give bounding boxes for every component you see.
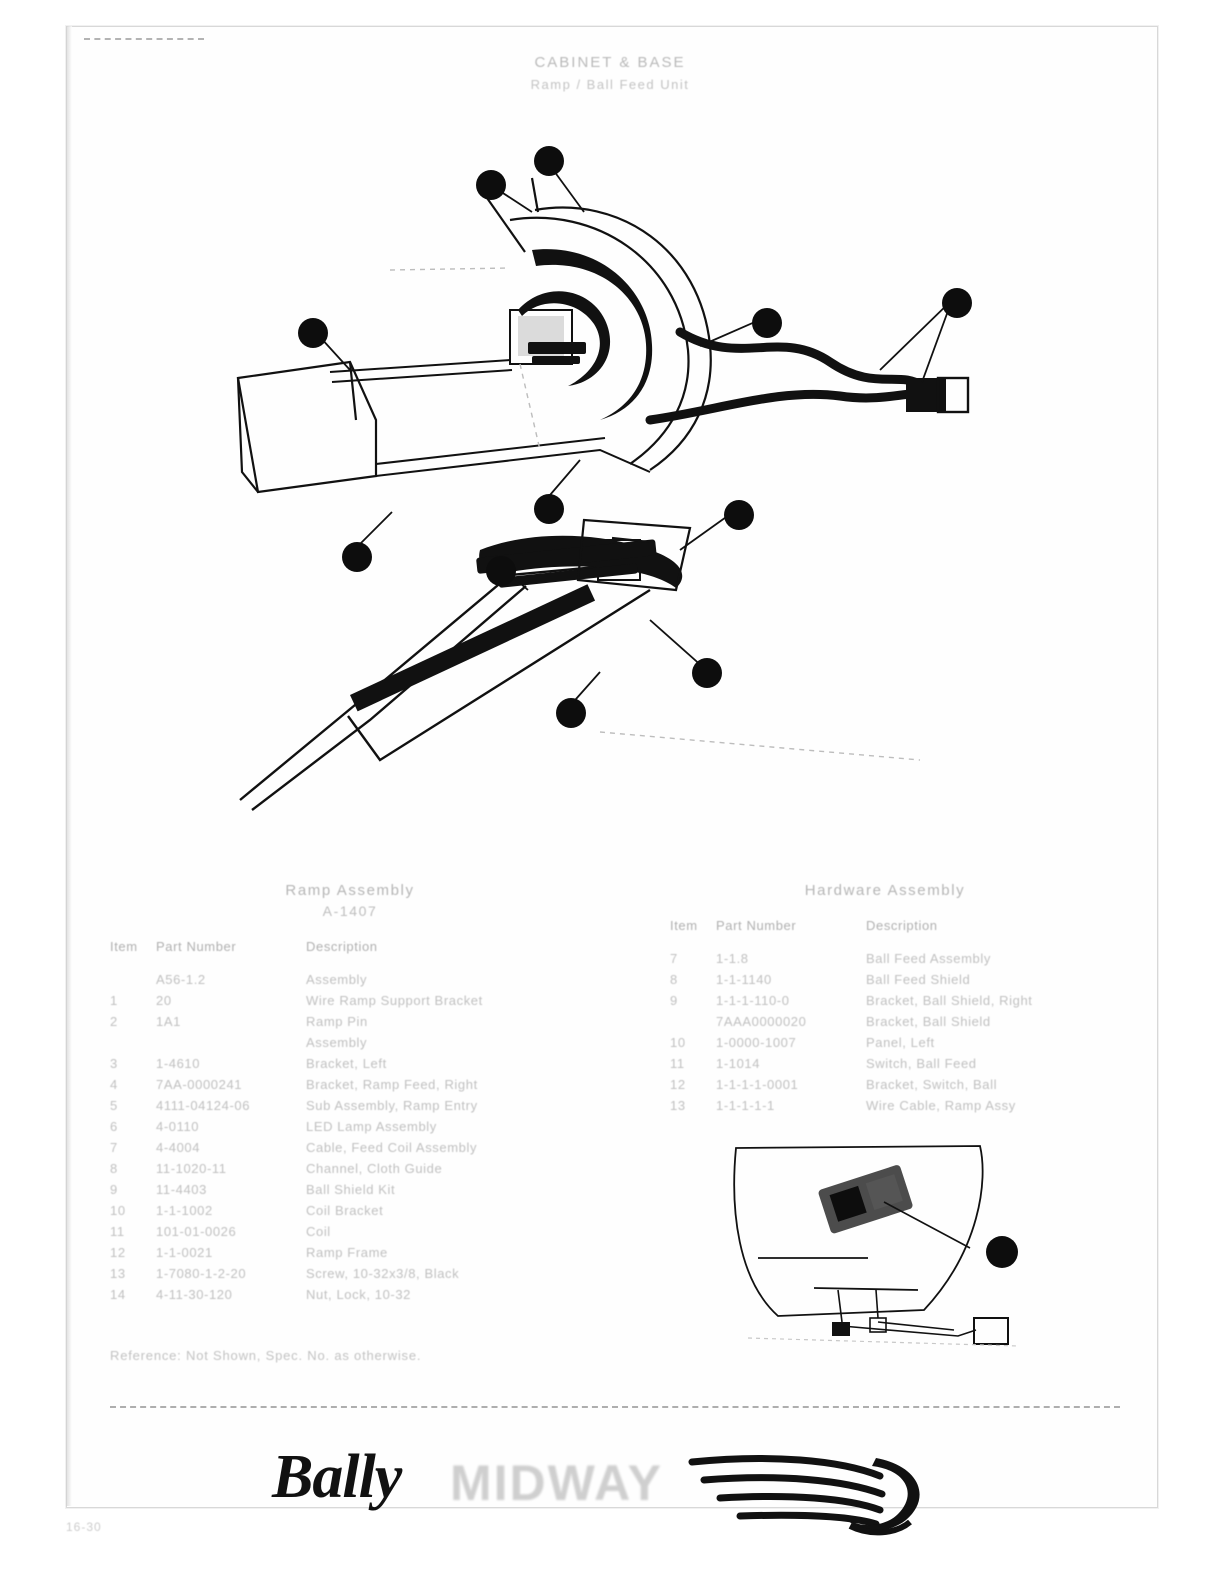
callout-marker-10 xyxy=(692,658,722,688)
table-row xyxy=(670,990,1100,1011)
reference-note: Reference: Not Shown, Spec. No. as otherwise. xyxy=(110,1348,422,1363)
cell-description: Wire Cable, Ramp Assy xyxy=(866,1098,1016,1113)
cell-description: Bracket, Ball Shield, Right xyxy=(866,993,1033,1008)
cell-item xyxy=(110,969,156,990)
table-row xyxy=(110,1053,590,1074)
table-row xyxy=(670,1053,1100,1074)
callout-marker-9 xyxy=(486,556,516,586)
cell-description: Ramp Pin xyxy=(306,1014,368,1029)
cell-item: 10 xyxy=(670,1035,686,1050)
assembly-drawing-svg xyxy=(180,120,1040,840)
cell-description: Ball Shield Kit xyxy=(306,1182,396,1197)
cell-description: Ramp Frame xyxy=(306,1245,388,1260)
bally-wing-logo-icon xyxy=(680,1440,940,1550)
cell-description: Coil Bracket xyxy=(306,1203,384,1218)
cell-part: 4-0110 xyxy=(156,1119,200,1134)
cell-part: 7AA-0000241 xyxy=(156,1077,243,1092)
exploded-assembly-illustration xyxy=(180,120,1040,840)
table-row xyxy=(110,969,590,990)
cell-description: Assembly xyxy=(306,1035,368,1050)
hardware-assembly-parts-list xyxy=(670,880,1100,1116)
cell-part: 1-1-0021 xyxy=(156,1245,213,1260)
table-row xyxy=(670,1095,1100,1116)
cell-description: Bracket, Switch, Ball xyxy=(866,1077,998,1092)
cell-part: 4-4004 xyxy=(156,1140,201,1155)
switch-detail-inset-illustration xyxy=(718,1140,1038,1360)
cell-part xyxy=(156,1032,306,1053)
table-row xyxy=(110,1095,590,1116)
cell-part: 11-4403 xyxy=(156,1182,207,1197)
page-header xyxy=(380,52,840,96)
hardware-assembly-header-row xyxy=(670,915,1100,936)
cell-item: 11 xyxy=(670,1056,685,1071)
page-title: CABINET & BASE xyxy=(534,54,686,71)
cell-description: Cable, Feed Coil Assembly xyxy=(306,1140,478,1155)
cell-part: 1A1 xyxy=(156,1014,181,1029)
cell-part: 101-01-0026 xyxy=(156,1224,237,1239)
table-row xyxy=(670,1032,1100,1053)
table-row xyxy=(110,1221,590,1242)
table-row xyxy=(670,1074,1100,1095)
callout-marker-5 xyxy=(942,288,972,318)
page-subtitle: Ramp / Ball Feed Unit xyxy=(530,77,690,92)
cell-description: Sub Assembly, Ramp Entry xyxy=(306,1098,478,1113)
table-row xyxy=(670,1011,1100,1032)
callout-marker-7 xyxy=(534,494,564,524)
scan-edge-shadow xyxy=(66,26,72,1506)
cell-description: Channel, Cloth Guide xyxy=(306,1161,443,1176)
cell-part: 1-7080-1-2-20 xyxy=(156,1266,247,1281)
cell-part: 11-1020-11 xyxy=(156,1161,227,1176)
table-row xyxy=(110,1011,590,1032)
cell-part: 1-1014 xyxy=(716,1056,761,1071)
ramp-assembly-subtitle: A-1407 xyxy=(322,903,378,919)
cell-part: 4111-04124-06 xyxy=(156,1098,251,1113)
table-row xyxy=(110,1284,590,1305)
cell-part: A56-1.2 xyxy=(156,972,206,987)
cell-item xyxy=(110,1032,156,1053)
cell-item: 14 xyxy=(110,1287,126,1302)
cell-description: LED Lamp Assembly xyxy=(306,1119,437,1134)
cell-description: Wire Ramp Support Bracket xyxy=(306,993,483,1008)
cell-description: Ball Feed Shield xyxy=(866,972,971,987)
cell-description: Switch, Ball Feed xyxy=(866,1056,977,1071)
column-header-item: Item xyxy=(110,939,138,954)
table-row xyxy=(110,1263,590,1284)
cell-description: Ball Feed Assembly xyxy=(866,951,991,966)
footer-page-code: 16-30 xyxy=(66,1520,102,1534)
cell-part: 1-1-1002 xyxy=(156,1203,213,1218)
cell-description: Bracket, Ball Shield xyxy=(866,1014,991,1029)
cell-part: 20 xyxy=(156,993,172,1008)
callout-marker-2 xyxy=(534,146,564,176)
column-header-item: Item xyxy=(670,918,698,933)
column-header-description: Description xyxy=(866,918,938,933)
cell-item: 12 xyxy=(110,1245,126,1260)
column-header-description: Description xyxy=(306,939,378,954)
top-dashed-rule xyxy=(84,38,204,40)
callout-marker-4 xyxy=(752,308,782,338)
cell-part: 4-11-30-120 xyxy=(156,1287,233,1302)
cell-item: 4 xyxy=(110,1077,118,1092)
cell-part: 1-1-1-1-1 xyxy=(716,1098,775,1113)
callout-marker-8 xyxy=(724,500,754,530)
ramp-assembly-title: Ramp Assembly xyxy=(285,882,415,899)
cell-item: 10 xyxy=(110,1203,126,1218)
cell-description: Panel, Left xyxy=(866,1035,935,1050)
page-footer xyxy=(0,1410,1224,1584)
cell-description: Screw, 10-32x3/8, Black xyxy=(306,1266,460,1281)
table-row xyxy=(110,1137,590,1158)
cell-item: 8 xyxy=(670,972,678,987)
cell-part: 1-0000-1007 xyxy=(716,1035,797,1050)
bally-logo-text: Bally xyxy=(272,1443,402,1511)
column-header-part-number: Part Number xyxy=(716,918,797,933)
table-row xyxy=(110,1032,590,1053)
callout-marker-3 xyxy=(298,318,328,348)
table-row xyxy=(110,990,590,1011)
cell-item: 9 xyxy=(670,993,678,1008)
column-header-part-number: Part Number xyxy=(156,939,237,954)
cell-item xyxy=(670,1011,716,1032)
cell-item: 6 xyxy=(110,1119,118,1134)
ramp-assembly-parts-list xyxy=(110,880,590,1305)
table-row xyxy=(670,969,1100,990)
callout-marker-11 xyxy=(556,698,586,728)
cell-part: 1-1.8 xyxy=(716,951,749,966)
table-row xyxy=(110,1116,590,1137)
cell-description: Bracket, Ramp Feed, Right xyxy=(306,1077,478,1092)
cell-description: Coil xyxy=(306,1224,331,1239)
cell-item: 5 xyxy=(110,1098,118,1113)
table-row xyxy=(670,948,1100,969)
ramp-assembly-header-row xyxy=(110,936,590,957)
bottom-dashed-rule xyxy=(110,1406,1120,1408)
hardware-assembly-title: Hardware Assembly xyxy=(804,882,966,899)
cell-item: 1 xyxy=(110,993,118,1008)
cell-item: 3 xyxy=(110,1056,118,1071)
table-row xyxy=(110,1179,590,1200)
callout-marker-6 xyxy=(342,542,372,572)
cell-description: Bracket, Left xyxy=(306,1056,387,1071)
cell-item: 13 xyxy=(110,1266,126,1281)
table-row xyxy=(110,1158,590,1179)
cell-item: 13 xyxy=(670,1098,686,1113)
cell-part: 7AAA0000020 xyxy=(716,1014,807,1029)
cell-part: 1-1-1-110-0 xyxy=(716,993,790,1008)
cell-item: 9 xyxy=(110,1182,118,1197)
cell-item: 11 xyxy=(110,1224,125,1239)
inset-drawing-svg xyxy=(718,1140,1038,1360)
cell-description: Nut, Lock, 10-32 xyxy=(306,1287,411,1302)
callout-marker-1 xyxy=(476,170,506,200)
callout-marker-12 xyxy=(986,1236,1018,1268)
cell-part: 1-1-1-1-0001 xyxy=(716,1077,799,1092)
table-row xyxy=(110,1074,590,1095)
table-row xyxy=(110,1242,590,1263)
cell-item: 12 xyxy=(670,1077,686,1092)
cell-item: 7 xyxy=(110,1140,118,1155)
cell-item: 2 xyxy=(110,1014,118,1029)
table-row xyxy=(110,1200,590,1221)
midway-logo-text: MIDWAY xyxy=(450,1455,663,1511)
cell-part: 1-4610 xyxy=(156,1056,201,1071)
cell-description: Assembly xyxy=(306,972,368,987)
cell-item: 8 xyxy=(110,1161,118,1176)
cell-part: 1-1-1140 xyxy=(716,972,772,987)
cell-item: 7 xyxy=(670,951,678,966)
